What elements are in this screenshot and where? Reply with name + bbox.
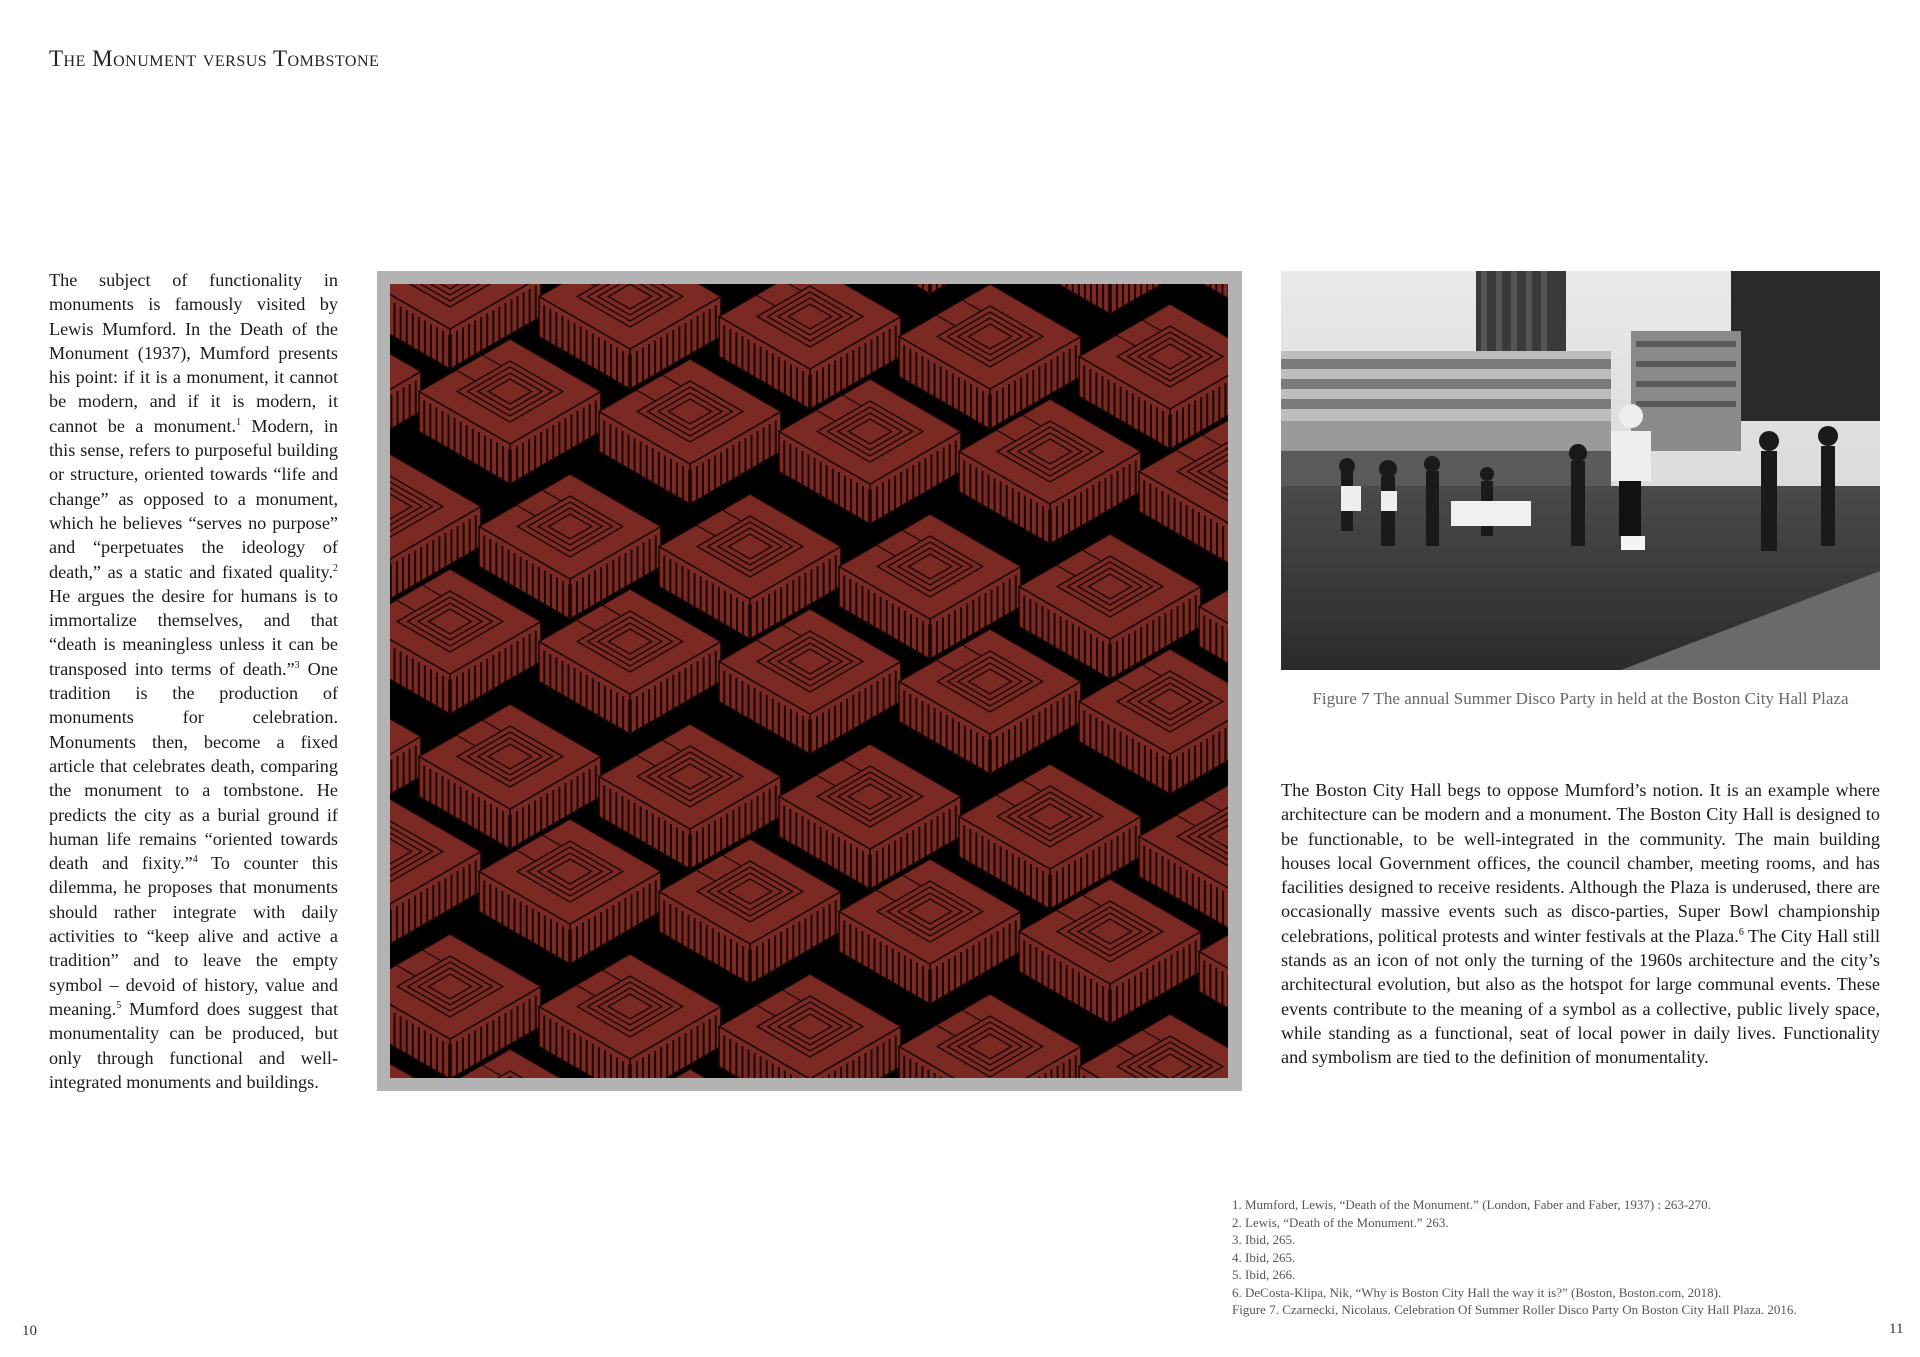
footnote-ref-5: 5 [116, 999, 122, 1011]
footnotes [1232, 1196, 1872, 1319]
right-body-text [1281, 778, 1880, 1070]
page-title: The Monument versus Tombstone [49, 46, 380, 71]
isometric-city-hall-pattern [390, 284, 1228, 1078]
city-hall-pattern-figure [377, 271, 1242, 1091]
footnote-ref-6: 6 [1738, 926, 1744, 938]
left-paragraph: The subject of functionality in monuments is famously visited by Lewis Mumford. In the Death of the Monument (1937), Mumford presents his point: if it is a monument, it cannot be modern, and if it is modern, it cannot be a monument.$^1$ Modern, in this sense, refers to purposeful building or structure, oriented towards “life and change” as opposed to a monument, which he believes “serves no purpose” and “perpetuates the ideology of death,” as a static and fixated quality.$^2$ He argues the desire for humans is to immortalize themselves, and that “death is meaningless unless it can be transposed into terms of death.”$^3$ One tradition is the production of monuments for celebration. Monuments then, become a fixed article that celebrates death, comparing the monument to a tombstone. He predicts the city as a burial ground if human life remains “oriented towards death and fixity.”$^4$ To counter this dilemma, he proposes that monuments should rather integrate with daily activities to “keep alive and active a tradition” and to leave the empty symbol – devoid of history, value and meaning.$^5$ Mumford does suggest that monumentality can be produced, but only through functional and well-integrated monuments and buildings. [49, 270, 339, 1092]
disco-party-photo-illustration [1281, 271, 1880, 670]
footnote-1: 1. Mumford, Lewis, “Death of the Monument.” (London, Faber and Faber, 1937) : 263-270. [1232, 1197, 1711, 1212]
footnote-5: 5. Ibid, 266. [1232, 1267, 1296, 1282]
footnote-3: 3. Ibid, 265. [1232, 1232, 1296, 1247]
figure-caption: Figure 7 The annual Summer Disco Party in held at the Boston City Hall Plaza [1312, 689, 1849, 708]
disco-party-photo [1281, 271, 1880, 670]
footnote-ref-2: 2 [333, 562, 338, 574]
page-number-left: 10 [22, 1323, 37, 1339]
right-paragraph: The Boston City Hall begs to oppose Mumford’s notion. It is an example where architecture can be modern and a monument. The Boston City Hall is designed to be functionable, to be well-integrated in the community. The main building houses local Government offices, the council chamber, meeting rooms, and has facilities designed to receive residents. Although the Plaza is underused, there are occasionally massive events such as disco-parties, Super Bowl championship celebrations, political protests and winter festivals at the Plaza.$^6$ The City Hall still stands as an icon of not only the turning of the 1960s architecture and the city’s architectural evolution, but also as the hotspot for large communal events. These events contribute to the meaning of a symbol as a collective, public lively space, while standing as a functional, seat of local power in daily lives. Functionality and symbolism are tied to the definition of monumentality. [1281, 780, 1880, 1068]
footnote-4: 4. Ibid, 265. [1232, 1249, 1296, 1265]
page-number-right: 11 [1889, 1321, 1904, 1337]
footnote-ref-3: 3 [294, 659, 300, 671]
footnote-ref-1: 1 [236, 416, 242, 428]
footnote-2: 2. Lewis, “Death of the Monument.” 263. [1232, 1214, 1449, 1230]
footnote-ref-4: 4 [192, 854, 198, 866]
footnote-6: 6. DeCosta-Klipa, Nik, “Why is Boston City Hall the way it is?” (Boston, Boston.com, 2018). [1232, 1284, 1722, 1300]
figure-credit: Figure 7. Czarnecki, Nicolaus. Celebration Of Summer Roller Disco Party On Boston City Hall Plaza. 2016. [1232, 1302, 1797, 1317]
left-body-text [49, 268, 338, 1094]
